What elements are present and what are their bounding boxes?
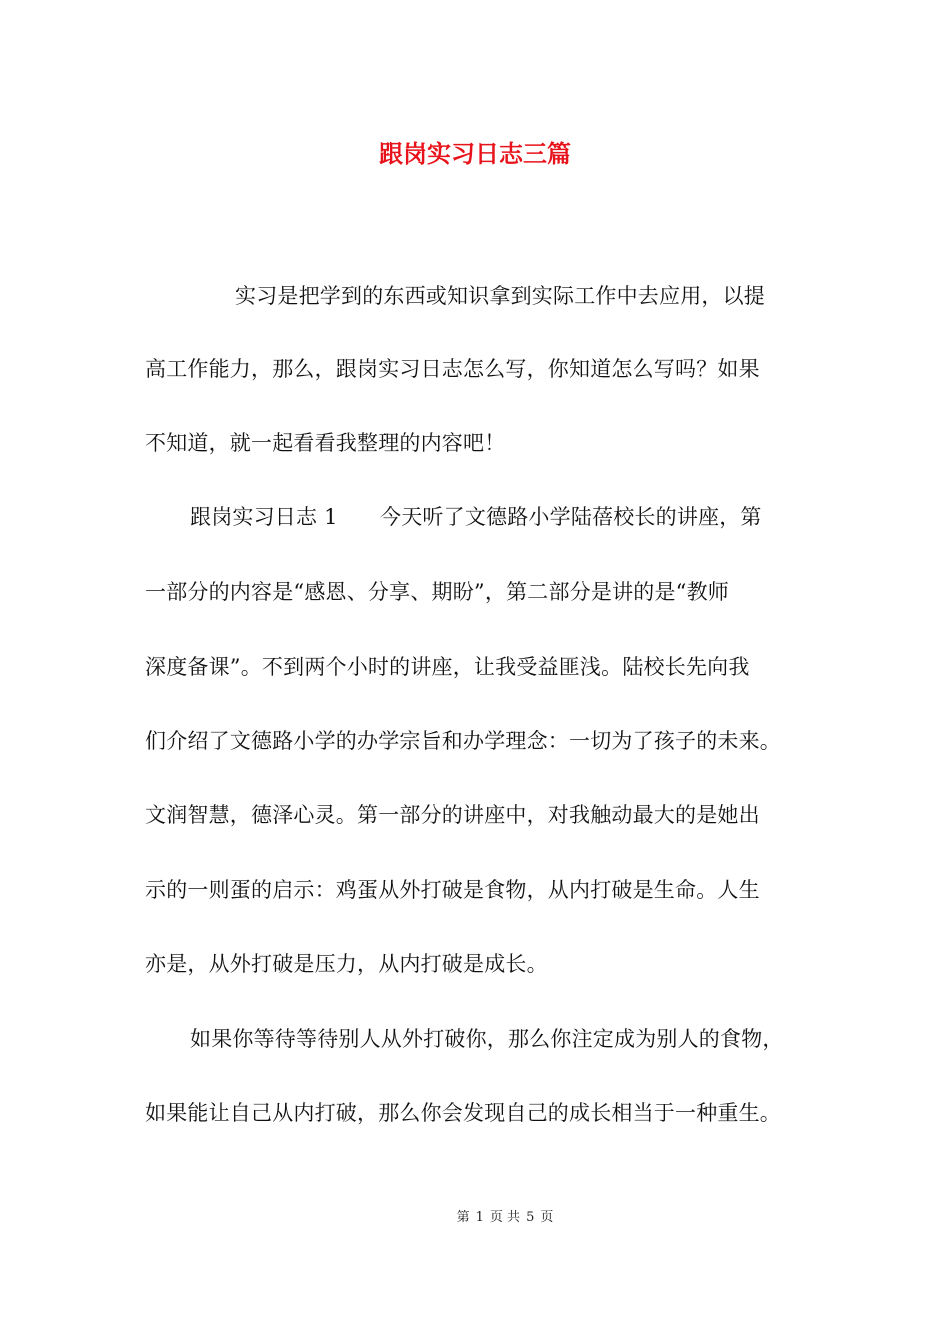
page-label-suffix: 页 <box>540 1210 554 1225</box>
total-pages-number: 5 <box>526 1210 535 1225</box>
paragraph-line: 一部分的内容是“感恩、分享、期盼”，第二部分是讲的是“教师 <box>145 580 730 604</box>
paragraph-line: 们介绍了文德路小学的办学宗旨和办学理念：一切为了孩子的未来。 <box>145 729 781 753</box>
paragraph-line: 深度备课”。不到两个小时的讲座，让我受益匪浅。陆校长先向我 <box>145 655 750 679</box>
page-title: 跟岗实习日志三篇 <box>379 139 571 168</box>
current-page-number: 1 <box>475 1210 484 1225</box>
paragraph-line: 跟岗实习日志 1 今天听了文德路小学陆蓓校长的讲座，第 <box>190 505 762 529</box>
page-label-prefix: 第 <box>456 1210 470 1225</box>
paragraph-line: 高工作能力，那么，跟岗实习日志怎么写，你知道怎么写吗？如果 <box>145 357 760 381</box>
paragraph-line: 示的一则蛋的启示：鸡蛋从外打破是食物，从内打破是生命。人生 <box>145 878 760 902</box>
page-footer <box>0 1208 950 1228</box>
paragraph-line: 亦是，从外打破是压力，从内打破是成长。 <box>145 952 548 976</box>
paragraph-line: 如果你等待等待别人从外打破你，那么你注定成为别人的食物， <box>190 1027 784 1051</box>
page-label-mid: 页 共 <box>489 1210 521 1225</box>
paragraph-line: 不知道，就一起看看我整理的内容吧！ <box>145 431 506 455</box>
paragraph-line: 实习是把学到的东西或知识拿到实际工作中去应用，以提 <box>235 284 765 308</box>
paragraph-line: 文润智慧，德泽心灵。第一部分的讲座中，对我触动最大的是她出 <box>145 803 760 827</box>
paragraph-line: 如果能让自己从内打破，那么你会发现自己的成长相当于一种重生。 <box>145 1101 781 1125</box>
